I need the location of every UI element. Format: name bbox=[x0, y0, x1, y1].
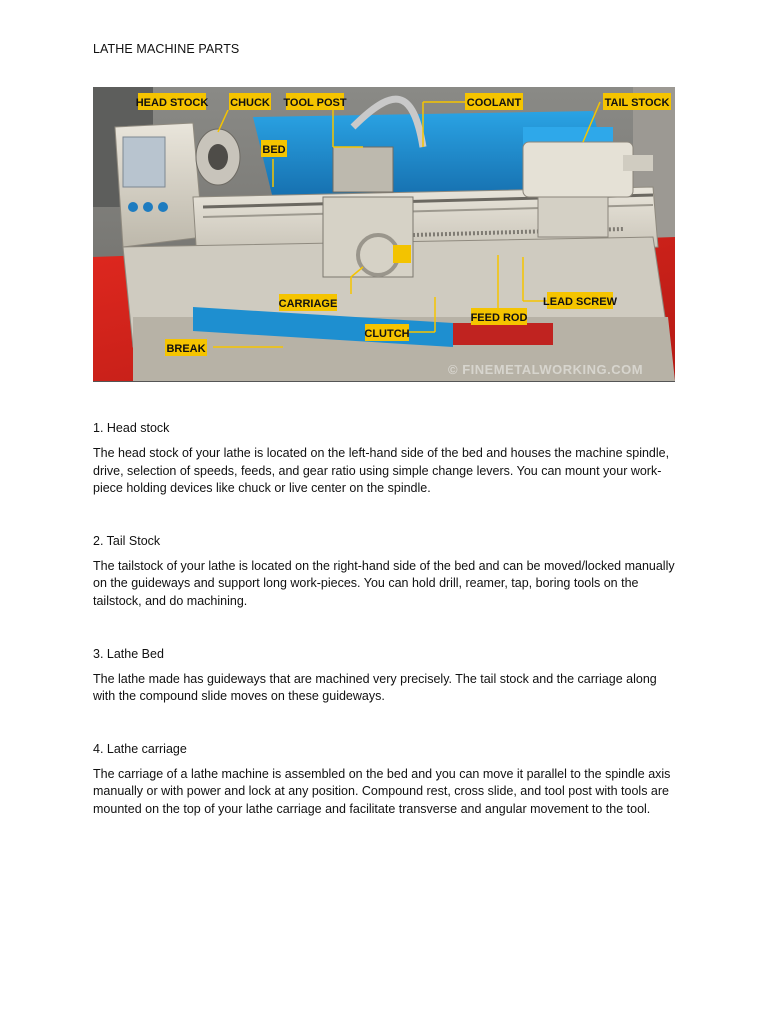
section-lathe-bed bbox=[93, 647, 675, 706]
headstock-shape bbox=[115, 123, 203, 247]
svg-text:CHUCK: CHUCK bbox=[230, 97, 270, 109]
sections bbox=[93, 421, 675, 855]
svg-text:CARRIAGE: CARRIAGE bbox=[278, 298, 338, 310]
svg-text:BREAK: BREAK bbox=[166, 343, 206, 355]
label-head-stock bbox=[136, 93, 209, 110]
label-carriage bbox=[279, 294, 338, 311]
section-body: The carriage of a lathe machine is assembled on the bed and you can move it parallel to the spindle axis manually or with power and lock at any position. Compound rest, cross slide, and tool post with tools are mounted on the top of your lathe carriage and facilitate transverse and angular movement to the tool. bbox=[93, 766, 671, 816]
section-lathe-carriage bbox=[93, 742, 675, 819]
svg-text:TAIL STOCK: TAIL STOCK bbox=[604, 97, 670, 109]
section-heading: 3. Lathe Bed bbox=[93, 646, 164, 661]
section-tail-stock bbox=[93, 534, 675, 611]
chuck-shape bbox=[196, 129, 240, 185]
label-bed bbox=[261, 140, 287, 157]
svg-text:COOLANT: COOLANT bbox=[466, 97, 522, 109]
section-body: The lathe made has guideways that are machined very precisely. The tail stock and the carriage along with the compound slide moves on these guideways. bbox=[93, 671, 657, 704]
svg-text:FEED ROD: FEED ROD bbox=[470, 312, 528, 324]
label-feed-rod bbox=[471, 308, 528, 325]
watermark-text: © FINEMETALWORKING.COM bbox=[448, 362, 644, 377]
label-clutch bbox=[364, 324, 409, 341]
label-tail-stock bbox=[603, 93, 671, 110]
section-head-stock bbox=[93, 421, 675, 498]
label-tool-post bbox=[283, 93, 346, 110]
label-break bbox=[165, 339, 207, 356]
section-heading: 2. Tail Stock bbox=[93, 533, 161, 548]
section-body: The tailstock of your lathe is located on the right-hand side of the bed and can be moved/locked manually on the guideways and support long work-pieces. You can hold drill, reamer, tap, boring tools on the tailstock, and do machining. bbox=[93, 558, 675, 608]
svg-text:BED: BED bbox=[262, 144, 286, 156]
lathe-parts-figure bbox=[93, 87, 675, 382]
section-body: The head stock of your lathe is located on the left-hand side of the bed and houses the machine spindle, drive, selection of speeds, feeds, and gear ratio using simple change levers. You can mount your work-piece holding devices like chuck or live center on the spindle. bbox=[93, 446, 670, 496]
label-chuck bbox=[229, 93, 271, 110]
section-heading: 4. Lathe carriage bbox=[93, 741, 187, 756]
svg-text:LEAD SCREW: LEAD SCREW bbox=[543, 296, 617, 308]
svg-text:CLUTCH: CLUTCH bbox=[364, 328, 410, 340]
label-coolant bbox=[465, 93, 523, 110]
label-lead-screw bbox=[543, 292, 618, 309]
svg-text:TOOL POST: TOOL POST bbox=[283, 97, 347, 109]
svg-text:HEAD STOCK: HEAD STOCK bbox=[135, 97, 209, 109]
page-title: LATHE MACHINE PARTS bbox=[93, 42, 240, 56]
section-heading: 1. Head stock bbox=[93, 421, 170, 435]
